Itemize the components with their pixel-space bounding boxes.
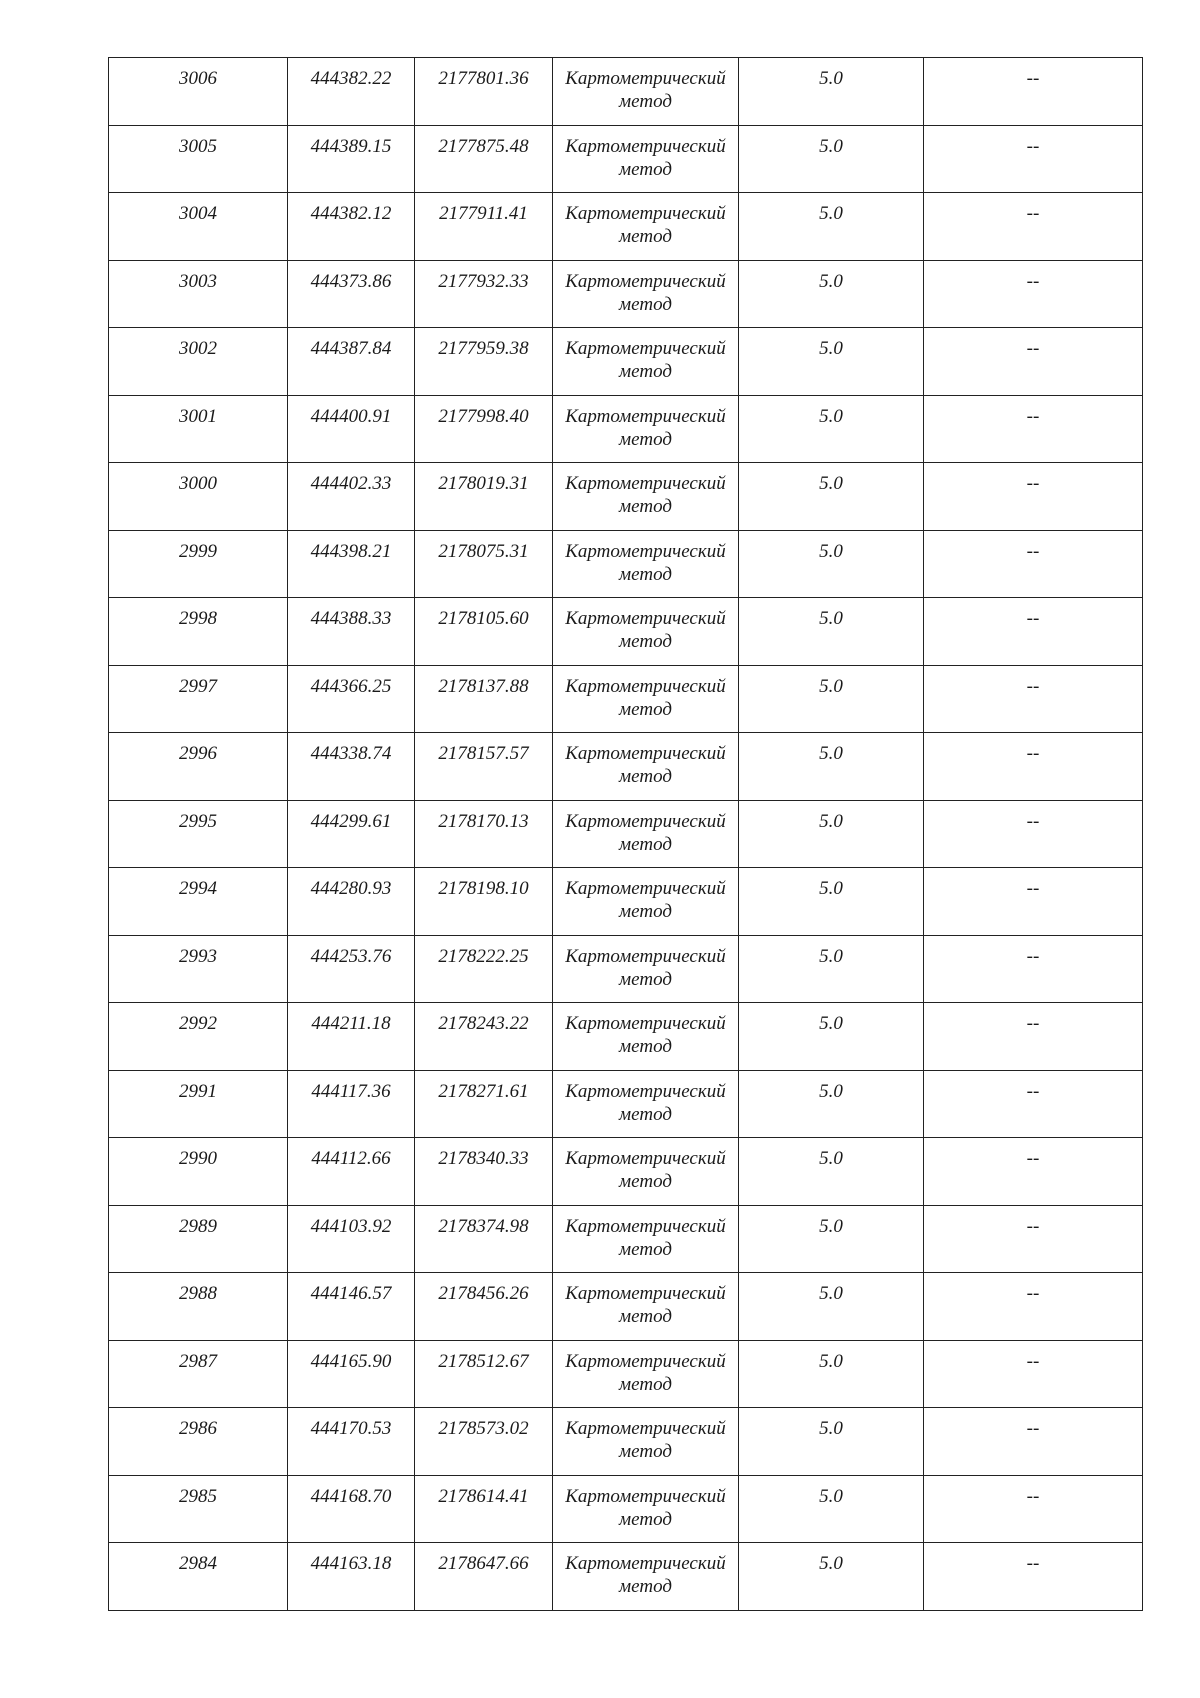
- x-coordinate-cell: 444366.25: [288, 665, 415, 733]
- method-line-2: метод: [619, 1171, 672, 1192]
- table-row: [109, 800, 1143, 868]
- note-cell: --: [924, 1070, 1143, 1138]
- point-number-cell: 2990: [109, 1138, 288, 1206]
- accuracy-cell: 5.0: [739, 868, 924, 936]
- method-line-1: Картометрический: [565, 608, 726, 629]
- method-line-2: метод: [619, 1103, 672, 1125]
- method-cell: [553, 193, 739, 261]
- method-line-1: Картометрический: [565, 68, 726, 89]
- method-line-2: метод: [619, 1508, 672, 1530]
- y-coordinate-cell: 2177801.36: [415, 58, 553, 126]
- method-cell: [553, 800, 739, 868]
- x-coordinate-cell: 444211.18: [288, 1003, 415, 1071]
- method-line-1: Картометрический: [565, 203, 726, 224]
- table-row: [109, 1273, 1143, 1341]
- method-cell: [553, 1003, 739, 1071]
- point-number-cell: 3003: [109, 260, 288, 328]
- x-coordinate-cell: 444280.93: [288, 868, 415, 936]
- y-coordinate-cell: 2177998.40: [415, 395, 553, 463]
- method-line-1: Картометрический: [565, 1418, 726, 1439]
- note-cell: --: [924, 1475, 1143, 1543]
- x-coordinate-cell: 444112.66: [288, 1138, 415, 1206]
- method-line-1: Картометрический: [565, 1013, 726, 1034]
- table-row: [109, 58, 1143, 126]
- method-line-1: Картометрический: [565, 1080, 726, 1102]
- y-coordinate-cell: 2178105.60: [415, 598, 553, 666]
- x-coordinate-cell: 444402.33: [288, 463, 415, 531]
- method-cell: [553, 463, 739, 531]
- table-row: [109, 395, 1143, 463]
- method-cell: [553, 935, 739, 1003]
- point-number-cell: 2994: [109, 868, 288, 936]
- x-coordinate-cell: 444388.33: [288, 598, 415, 666]
- y-coordinate-cell: 2178019.31: [415, 463, 553, 531]
- method-cell: [553, 1070, 739, 1138]
- note-cell: --: [924, 1408, 1143, 1476]
- point-number-cell: 2997: [109, 665, 288, 733]
- method-line-2: метод: [619, 766, 672, 787]
- method-cell: [553, 260, 739, 328]
- accuracy-cell: 5.0: [739, 193, 924, 261]
- y-coordinate-cell: 2177959.38: [415, 328, 553, 396]
- table-row: [109, 665, 1143, 733]
- method-cell: [553, 1205, 739, 1273]
- point-number-cell: 2991: [109, 1070, 288, 1138]
- method-line-2: метод: [619, 1306, 672, 1327]
- point-number-cell: 2993: [109, 935, 288, 1003]
- method-line-1: Картометрический: [565, 1215, 726, 1237]
- note-cell: --: [924, 800, 1143, 868]
- accuracy-cell: 5.0: [739, 530, 924, 598]
- note-cell: --: [924, 530, 1143, 598]
- method-line-1: Картометрический: [565, 135, 726, 157]
- method-line-2: метод: [619, 1576, 672, 1597]
- note-cell: --: [924, 1543, 1143, 1611]
- method-line-2: метод: [619, 496, 672, 517]
- method-line-1: Картометрический: [565, 1283, 726, 1304]
- accuracy-cell: 5.0: [739, 800, 924, 868]
- x-coordinate-cell: 444382.22: [288, 58, 415, 126]
- method-line-2: метод: [619, 1373, 672, 1395]
- method-line-1: Картометрический: [565, 473, 726, 494]
- x-coordinate-cell: 444382.12: [288, 193, 415, 261]
- note-cell: --: [924, 935, 1143, 1003]
- method-line-1: Картометрический: [565, 878, 726, 899]
- method-line-1: Картометрический: [565, 1350, 726, 1372]
- note-cell: --: [924, 260, 1143, 328]
- y-coordinate-cell: 2178222.25: [415, 935, 553, 1003]
- method-cell: [553, 1273, 739, 1341]
- method-cell: [553, 58, 739, 126]
- y-coordinate-cell: 2178137.88: [415, 665, 553, 733]
- method-line-1: Картометрический: [565, 945, 726, 967]
- table-row: [109, 733, 1143, 801]
- method-line-2: метод: [619, 698, 672, 720]
- note-cell: --: [924, 1003, 1143, 1071]
- method-line-2: метод: [619, 631, 672, 652]
- point-number-cell: 3002: [109, 328, 288, 396]
- y-coordinate-cell: 2178340.33: [415, 1138, 553, 1206]
- method-line-2: метод: [619, 91, 672, 112]
- method-cell: [553, 1340, 739, 1408]
- y-coordinate-cell: 2178198.10: [415, 868, 553, 936]
- method-line-1: Картометрический: [565, 810, 726, 832]
- method-cell: [553, 1138, 739, 1206]
- point-number-cell: 2998: [109, 598, 288, 666]
- method-line-2: метод: [619, 1036, 672, 1057]
- method-line-2: метод: [619, 1238, 672, 1260]
- note-cell: --: [924, 1205, 1143, 1273]
- method-cell: [553, 1408, 739, 1476]
- method-cell: [553, 598, 739, 666]
- point-number-cell: 3001: [109, 395, 288, 463]
- method-line-2: метод: [619, 901, 672, 922]
- method-line-1: Картометрический: [565, 675, 726, 697]
- y-coordinate-cell: 2178271.61: [415, 1070, 553, 1138]
- table-row: [109, 260, 1143, 328]
- accuracy-cell: 5.0: [739, 58, 924, 126]
- method-line-1: Картометрический: [565, 1485, 726, 1507]
- x-coordinate-cell: 444373.86: [288, 260, 415, 328]
- y-coordinate-cell: 2178243.22: [415, 1003, 553, 1071]
- point-number-cell: 2989: [109, 1205, 288, 1273]
- coordinates-table: [108, 57, 1143, 1611]
- y-coordinate-cell: 2178647.66: [415, 1543, 553, 1611]
- x-coordinate-cell: 444253.76: [288, 935, 415, 1003]
- table-row: [109, 1070, 1143, 1138]
- method-line-1: Картометрический: [565, 540, 726, 562]
- point-number-cell: 3005: [109, 125, 288, 193]
- method-line-1: Картометрический: [565, 1148, 726, 1169]
- x-coordinate-cell: 444299.61: [288, 800, 415, 868]
- note-cell: --: [924, 328, 1143, 396]
- note-cell: --: [924, 1273, 1143, 1341]
- method-cell: [553, 530, 739, 598]
- method-line-2: метод: [619, 1441, 672, 1462]
- method-line-2: метод: [619, 226, 672, 247]
- table-row: [109, 935, 1143, 1003]
- y-coordinate-cell: 2178157.57: [415, 733, 553, 801]
- table-row: [109, 1475, 1143, 1543]
- x-coordinate-cell: 444389.15: [288, 125, 415, 193]
- method-line-2: метод: [619, 428, 672, 450]
- accuracy-cell: 5.0: [739, 1003, 924, 1071]
- x-coordinate-cell: 444117.36: [288, 1070, 415, 1138]
- y-coordinate-cell: 2177911.41: [415, 193, 553, 261]
- accuracy-cell: 5.0: [739, 1070, 924, 1138]
- method-cell: [553, 1475, 739, 1543]
- accuracy-cell: 5.0: [739, 733, 924, 801]
- note-cell: --: [924, 665, 1143, 733]
- accuracy-cell: 5.0: [739, 395, 924, 463]
- note-cell: --: [924, 1138, 1143, 1206]
- accuracy-cell: 5.0: [739, 463, 924, 531]
- y-coordinate-cell: 2177875.48: [415, 125, 553, 193]
- table-row: [109, 328, 1143, 396]
- method-line-2: метод: [619, 833, 672, 855]
- accuracy-cell: 5.0: [739, 260, 924, 328]
- method-line-1: Картометрический: [565, 270, 726, 292]
- y-coordinate-cell: 2178573.02: [415, 1408, 553, 1476]
- point-number-cell: 2984: [109, 1543, 288, 1611]
- table-row: [109, 1205, 1143, 1273]
- accuracy-cell: 5.0: [739, 935, 924, 1003]
- point-number-cell: 2995: [109, 800, 288, 868]
- accuracy-cell: 5.0: [739, 125, 924, 193]
- note-cell: --: [924, 58, 1143, 126]
- x-coordinate-cell: 444338.74: [288, 733, 415, 801]
- note-cell: --: [924, 868, 1143, 936]
- method-line-2: метод: [619, 158, 672, 180]
- x-coordinate-cell: 444387.84: [288, 328, 415, 396]
- table-row: [109, 1408, 1143, 1476]
- table-row: [109, 530, 1143, 598]
- accuracy-cell: 5.0: [739, 1205, 924, 1273]
- method-line-2: метод: [619, 563, 672, 585]
- method-cell: [553, 328, 739, 396]
- table-row: [109, 125, 1143, 193]
- y-coordinate-cell: 2178512.67: [415, 1340, 553, 1408]
- table-row: [109, 463, 1143, 531]
- point-number-cell: 2999: [109, 530, 288, 598]
- point-number-cell: 2992: [109, 1003, 288, 1071]
- note-cell: --: [924, 598, 1143, 666]
- method-cell: [553, 733, 739, 801]
- table-row: [109, 1340, 1143, 1408]
- point-number-cell: 3004: [109, 193, 288, 261]
- table-row: [109, 1003, 1143, 1071]
- method-cell: [553, 1543, 739, 1611]
- x-coordinate-cell: 444103.92: [288, 1205, 415, 1273]
- point-number-cell: 2986: [109, 1408, 288, 1476]
- table-row: [109, 1543, 1143, 1611]
- y-coordinate-cell: 2178170.13: [415, 800, 553, 868]
- accuracy-cell: 5.0: [739, 328, 924, 396]
- method-cell: [553, 868, 739, 936]
- method-line-1: Картометрический: [565, 405, 726, 427]
- method-line-1: Картометрический: [565, 1553, 726, 1574]
- x-coordinate-cell: 444168.70: [288, 1475, 415, 1543]
- table-row: [109, 598, 1143, 666]
- accuracy-cell: 5.0: [739, 1475, 924, 1543]
- table-row: [109, 868, 1143, 936]
- method-cell: [553, 665, 739, 733]
- x-coordinate-cell: 444146.57: [288, 1273, 415, 1341]
- accuracy-cell: 5.0: [739, 598, 924, 666]
- method-line-2: метод: [619, 361, 672, 382]
- y-coordinate-cell: 2177932.33: [415, 260, 553, 328]
- table-row: [109, 1138, 1143, 1206]
- method-cell: [553, 125, 739, 193]
- accuracy-cell: 5.0: [739, 1138, 924, 1206]
- y-coordinate-cell: 2178614.41: [415, 1475, 553, 1543]
- y-coordinate-cell: 2178075.31: [415, 530, 553, 598]
- accuracy-cell: 5.0: [739, 1543, 924, 1611]
- coordinates-table-body: [109, 58, 1143, 1611]
- method-cell: [553, 395, 739, 463]
- x-coordinate-cell: 444398.21: [288, 530, 415, 598]
- note-cell: --: [924, 733, 1143, 801]
- accuracy-cell: 5.0: [739, 665, 924, 733]
- x-coordinate-cell: 444163.18: [288, 1543, 415, 1611]
- table-row: [109, 193, 1143, 261]
- note-cell: --: [924, 395, 1143, 463]
- accuracy-cell: 5.0: [739, 1408, 924, 1476]
- x-coordinate-cell: 444170.53: [288, 1408, 415, 1476]
- method-line-2: метод: [619, 293, 672, 315]
- point-number-cell: 2985: [109, 1475, 288, 1543]
- point-number-cell: 2987: [109, 1340, 288, 1408]
- note-cell: --: [924, 1340, 1143, 1408]
- y-coordinate-cell: 2178374.98: [415, 1205, 553, 1273]
- method-line-1: Картометрический: [565, 743, 726, 764]
- method-line-2: метод: [619, 968, 672, 990]
- accuracy-cell: 5.0: [739, 1340, 924, 1408]
- point-number-cell: 3006: [109, 58, 288, 126]
- point-number-cell: 3000: [109, 463, 288, 531]
- x-coordinate-cell: 444400.91: [288, 395, 415, 463]
- point-number-cell: 2996: [109, 733, 288, 801]
- note-cell: --: [924, 125, 1143, 193]
- note-cell: --: [924, 463, 1143, 531]
- accuracy-cell: 5.0: [739, 1273, 924, 1341]
- point-number-cell: 2988: [109, 1273, 288, 1341]
- y-coordinate-cell: 2178456.26: [415, 1273, 553, 1341]
- x-coordinate-cell: 444165.90: [288, 1340, 415, 1408]
- method-line-1: Картометрический: [565, 338, 726, 359]
- note-cell: --: [924, 193, 1143, 261]
